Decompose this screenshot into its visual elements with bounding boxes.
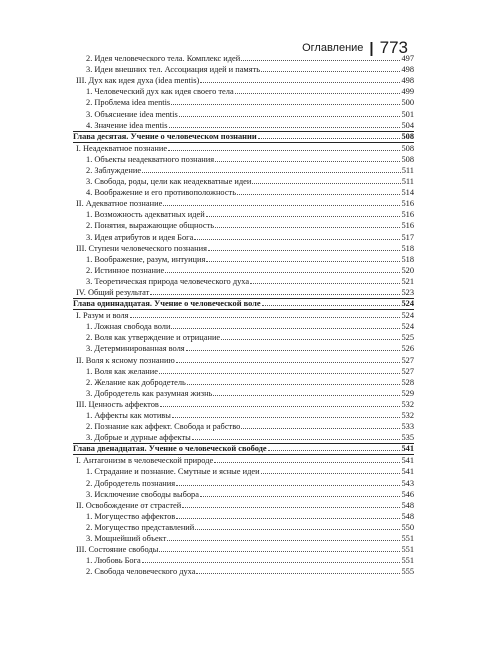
dot-leader (176, 355, 401, 363)
toc-entry-title: 1. Любовь Бога (86, 556, 141, 566)
toc-subsection-entry (73, 478, 414, 489)
toc-chapter-entry (73, 131, 414, 143)
toc-entry-title: 1. Аффекты как мотивы (86, 411, 171, 421)
dot-leader (206, 209, 401, 217)
toc-subsection-entry (73, 109, 414, 120)
toc-entry-page: 527 (401, 355, 414, 365)
toc-entry-page: 518 (401, 254, 414, 264)
dot-leader (206, 254, 400, 262)
dot-leader (237, 187, 400, 195)
toc-entry-title: I. Неадекватное познание (76, 143, 168, 153)
dot-leader (150, 287, 400, 295)
toc-subsection-entry (73, 276, 414, 287)
dot-leader (165, 265, 400, 273)
dot-leader (258, 131, 401, 139)
dot-leader (176, 511, 400, 519)
chapter-rule-top (73, 443, 414, 444)
toc-entry-title: 2. Заблуждение (86, 165, 142, 175)
dot-leader (171, 321, 400, 329)
toc-subsection-entry (73, 187, 414, 198)
toc-entry-title: 1. Объекты неадекватного познания (86, 154, 215, 164)
toc-section-entry (73, 75, 414, 86)
toc-entry-title: 2. Воля как утверждение и отрицание (86, 333, 221, 343)
toc-entry-title: 1. Человеческий дух как идея своего тела (86, 87, 234, 97)
toc-subsection-entry (73, 97, 414, 108)
toc-entry-page: 551 (401, 545, 414, 555)
toc-subsection-entry (73, 366, 414, 377)
toc-entry-page: 508 (401, 154, 414, 164)
toc-entry-title: 3. Идея атрибутов и идея Бога (86, 232, 194, 242)
toc-entry-title: 3. Добродетель как разумная жизнь (86, 388, 213, 398)
chapter-rule-top (73, 131, 414, 132)
dot-leader (235, 86, 401, 94)
toc-entry-page: 548 (401, 500, 414, 510)
toc-subsection-entry (73, 220, 414, 231)
dot-leader (186, 343, 401, 351)
toc-entry-page: 541 (401, 456, 414, 466)
toc-entry-page: 525 (401, 333, 414, 343)
dot-leader (142, 555, 401, 563)
dot-leader (172, 410, 401, 418)
toc-entry-title: III. Дух как идея духа (idea mentis) (76, 76, 200, 86)
chapter-rule-bottom (73, 309, 414, 310)
toc-chapter-entry (73, 443, 414, 455)
toc-entry-title: II. Воля к ясному познанию (76, 355, 175, 365)
dot-leader (159, 366, 400, 374)
toc-entry-title: 1. Ложная свобода воли (86, 322, 171, 332)
toc-entry-page: 518 (401, 243, 414, 253)
toc-entry-page: 546 (401, 489, 414, 499)
toc-subsection-entry (73, 53, 414, 64)
toc-entry-page: 548 (401, 511, 414, 521)
toc-entry-title: 4. Значение idea mentis (86, 120, 168, 130)
toc-entry-page: 521 (401, 276, 414, 286)
toc-entry-title: 1. Страдание и познание. Смутные и ясные идеи (86, 467, 260, 477)
toc-entry-page: 532 (401, 399, 414, 409)
toc-entry-page: 520 (401, 265, 414, 275)
toc-entry-title: 3. Детерминированная воля (86, 344, 185, 354)
toc-subsection-entry (73, 321, 414, 332)
toc-entry-page: 504 (401, 120, 414, 130)
toc-entry-title: 2. Проблема idea mentis (86, 98, 171, 108)
dot-leader (160, 399, 401, 407)
toc-section-entry (73, 500, 414, 511)
toc-entry-page: 523 (401, 288, 414, 298)
dot-leader (142, 165, 401, 173)
toc-entry-title: III. Состояние свободы (76, 545, 159, 555)
chapter-rule-bottom (73, 454, 414, 455)
toc-entry-title: II. Адекватное познание (76, 199, 163, 209)
dot-leader (213, 388, 400, 396)
toc-subsection-entry (73, 388, 414, 399)
toc-subsection-entry (73, 209, 414, 220)
toc-subsection-entry (73, 421, 414, 432)
chapter-rule-top (73, 298, 414, 299)
dot-leader (176, 478, 400, 486)
toc-entry-title: 2. Познание как аффект. Свобода и рабство (86, 422, 241, 432)
toc-entry-title: Глава двенадцатая. Учение о человеческой свободе (73, 444, 267, 454)
toc-entry-title: 2. Добродетель познания (86, 478, 176, 488)
dot-leader (215, 220, 400, 228)
toc-section-entry (73, 544, 414, 555)
toc-subsection-entry (73, 165, 414, 176)
running-header-title: Оглавление (302, 42, 364, 54)
toc-entry-page: 516 (401, 210, 414, 220)
toc-entry-page: 528 (401, 377, 414, 387)
toc-entry-title: 2. Свобода человеческого духа (86, 567, 196, 577)
dot-leader (187, 377, 401, 385)
page-number: 773 (379, 38, 408, 57)
toc-entry-page: 500 (401, 98, 414, 108)
toc-section-entry (73, 143, 414, 154)
dot-leader (262, 298, 401, 306)
toc-entry-title: 3. Мощнейший объект (86, 534, 167, 544)
toc-entry-title: 2. Желание как добродетель (86, 377, 186, 387)
dot-leader (261, 64, 400, 72)
toc-entry-page: 527 (401, 366, 414, 376)
toc-entry-title: 3. Исключение свободы выбора (86, 489, 199, 499)
toc-entry-title: 3. Теоретическая природа человеческого духа (86, 276, 250, 286)
toc-subsection-entry (73, 232, 414, 243)
toc-subsection-entry (73, 176, 414, 187)
toc-subsection-entry (73, 410, 414, 421)
table-of-contents (73, 53, 414, 577)
toc-subsection-entry (73, 377, 414, 388)
toc-entry-title: 3. Свобода, роды, цели как неадекватные идеи (86, 176, 252, 186)
toc-entry-page: 508 (401, 143, 414, 153)
toc-entry-title: Глава десятая. Учение о человеческом познании (73, 131, 257, 141)
toc-entry-page: 526 (401, 344, 414, 354)
toc-subsection-entry (73, 555, 414, 566)
toc-subsection-entry (73, 533, 414, 544)
toc-entry-page: 524 (401, 322, 414, 332)
toc-entry-page: 524 (401, 311, 414, 321)
dot-leader (250, 276, 400, 284)
toc-entry-title: 2. Могущество представлений (86, 522, 195, 532)
toc-entry-page: 511 (401, 176, 414, 186)
dot-leader (252, 176, 400, 184)
dot-leader (171, 97, 400, 105)
dot-leader (200, 75, 400, 83)
toc-entry-page: 541 (401, 467, 414, 477)
toc-entry-page: 550 (401, 522, 414, 532)
dot-leader (194, 232, 400, 240)
toc-entry-page: 497 (401, 54, 414, 63)
dot-leader (192, 432, 401, 440)
toc-entry-page: 516 (401, 221, 414, 231)
toc-entry-page: 524 (401, 299, 414, 309)
dot-leader (195, 522, 400, 530)
toc-entry-page: 501 (401, 109, 414, 119)
dot-leader (214, 455, 400, 463)
dot-leader (208, 243, 401, 251)
toc-section-entry (73, 355, 414, 366)
dot-leader (196, 566, 400, 574)
toc-entry-title: 2. Идея человеческого тела. Комплекс идей (86, 54, 241, 63)
toc-section-entry (73, 399, 414, 410)
toc-subsection-entry (73, 566, 414, 577)
toc-entry-title: I. Антагонизм в человеческой природе (76, 456, 214, 466)
toc-entry-title: 1. Возможность адекватных идей (86, 210, 205, 220)
toc-entry-page: 543 (401, 478, 414, 488)
running-header-separator: | (369, 39, 374, 57)
toc-subsection-entry (73, 466, 414, 477)
toc-subsection-entry (73, 432, 414, 443)
toc-entry-title: I. Разум и воля (76, 311, 129, 321)
toc-entry-page: 532 (401, 411, 414, 421)
toc-entry-title: II. Освобождение от страстей (76, 500, 182, 510)
toc-entry-page: 508 (401, 131, 414, 141)
toc-subsection-entry (73, 343, 414, 354)
dot-leader (159, 544, 400, 552)
toc-entry-title: 1. Могущество аффектов (86, 511, 176, 521)
toc-entry-title: 3. Идеи внешних тел. Ассоциация идей и память (86, 65, 261, 75)
dot-leader (241, 421, 400, 429)
toc-subsection-entry (73, 120, 414, 131)
toc-entry-title: III. Ценность аффектов (76, 399, 159, 409)
dot-leader (261, 466, 401, 474)
toc-entry-page: 516 (401, 199, 414, 209)
dot-leader (163, 198, 400, 206)
toc-subsection-entry (73, 489, 414, 500)
toc-section-entry (73, 287, 414, 298)
toc-subsection-entry (73, 332, 414, 343)
toc-entry-title: 3. Объяснение idea mentis (86, 109, 178, 119)
toc-subsection-entry (73, 154, 414, 165)
toc-entry-page: 535 (401, 433, 414, 443)
toc-entry-page: 511 (401, 165, 414, 175)
dot-leader (200, 489, 400, 497)
toc-section-entry (73, 243, 414, 254)
dot-leader (215, 154, 400, 162)
chapter-rule-bottom (73, 142, 414, 143)
dot-leader (179, 109, 401, 117)
toc-entry-title: 1. Воображение, разум, интуиция (86, 254, 206, 264)
toc-entry-page: 541 (401, 444, 414, 454)
toc-subsection-entry (73, 86, 414, 97)
toc-entry-page: 529 (401, 388, 414, 398)
dot-leader (241, 53, 400, 61)
toc-section-entry (73, 310, 414, 321)
toc-subsection-entry (73, 522, 414, 533)
toc-entry-page: 514 (401, 188, 414, 198)
toc-entry-title: IV. Общий результат (76, 288, 150, 298)
toc-subsection-entry (73, 265, 414, 276)
toc-entry-page: 551 (401, 534, 414, 544)
dot-leader (221, 332, 400, 340)
toc-section-entry (73, 455, 414, 466)
dot-leader (167, 533, 400, 541)
toc-entry-title: 1. Воля как желание (86, 366, 158, 376)
toc-entry-title: III. Ступени человеческого познания (76, 243, 207, 253)
toc-entry-page: 517 (401, 232, 414, 242)
dot-leader (169, 120, 401, 128)
toc-entry-title: 2. Понятия, выражающие общность (86, 221, 215, 231)
toc-entry-page: 499 (401, 87, 414, 97)
toc-section-entry (73, 198, 414, 209)
toc-entry-page: 555 (401, 567, 414, 577)
dot-leader (268, 443, 401, 451)
toc-entry-page: 498 (401, 65, 414, 75)
toc-entry-title: Глава одиннадцатая. Учение о человеческой воле (73, 299, 261, 309)
dot-leader (130, 310, 401, 318)
toc-entry-title: 3. Добрые и дурные аффекты (86, 433, 191, 443)
toc-subsection-entry (73, 64, 414, 75)
toc-entry-title: 2. Истинное познание (86, 265, 165, 275)
toc-subsection-entry (73, 511, 414, 522)
toc-entry-title: 4. Воображение и его противоположность (86, 188, 237, 198)
dot-leader (168, 143, 400, 151)
toc-entry-page: 533 (401, 422, 414, 432)
dot-leader (182, 500, 400, 508)
toc-subsection-entry (73, 254, 414, 265)
toc-chapter-entry (73, 298, 414, 310)
toc-entry-page: 551 (401, 556, 414, 566)
toc-entry-page: 498 (401, 76, 414, 86)
